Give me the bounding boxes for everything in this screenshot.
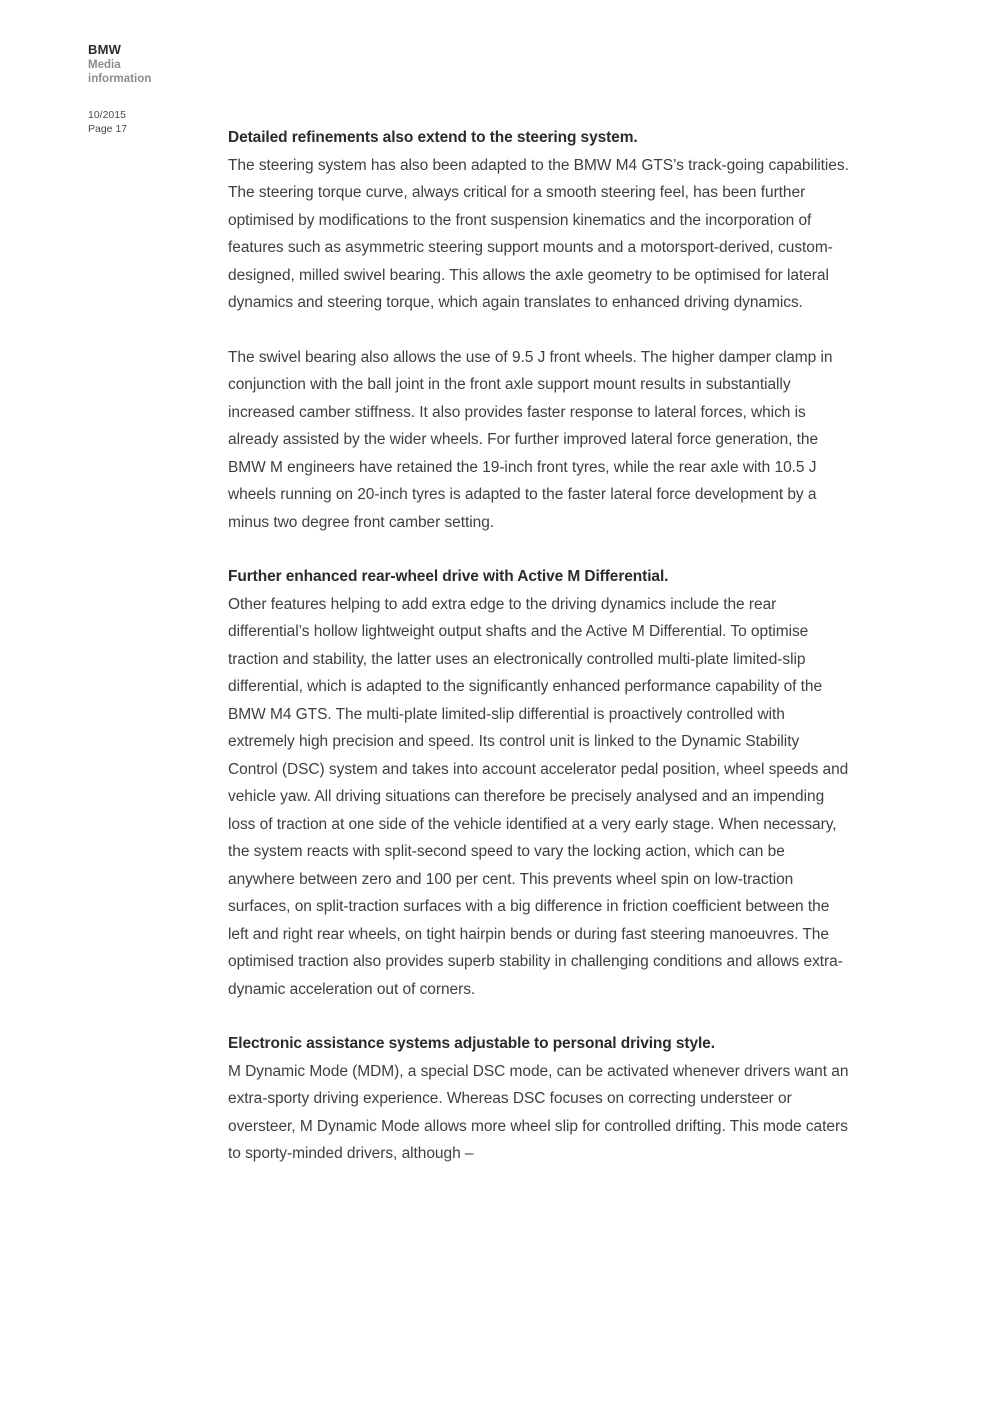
page-info: [88, 108, 127, 136]
media-information-label: [88, 58, 218, 86]
section-heading: Electronic assistance systems adjustable to personal driving style.: [228, 1035, 715, 1052]
brand-name: BMW: [88, 42, 122, 57]
section-paragraph: Other features helping to add extra edge to the driving dynamics include the rear differential’s hollow lightweight output shafts and the Active M Differential. To optimise traction and stability, the latter uses an electronically controlled multi-plate limited-slip differential, which is adapted to the significantly enhanced performance capability of the BMW M4 GTS. The multi-plate limited-slip differential is proactively controlled with extremely high precision and speed. Its control unit is linked to the Dynamic Stability Control (DSC) system and takes into account accelerator pedal position, wheel speeds and vehicle yaw. All driving situations can therefore be precisely analysed and an impending loss of traction at one side of the vehicle identified at a very early stage. When necessary, the system reacts with split-second speed to vary the locking action, which can be anywhere between zero and 100 per cent. This prevents wheel spin on low-traction surfaces, on split-traction surfaces with a big difference in friction coefficient between the left and right rear wheels, on tight hairpin bends or during fast steering manoeuvres. The optimised traction also provides superb stability in challenging conditions and allows extra-dynamic acceleration out of corners.: [228, 595, 849, 998]
section-paragraph: The swivel bearing also allows the use of 9.5 J front wheels. The higher damper clamp in conjunction with the ball joint in the front axle support mount results in substantially increased camber stiffness. It also provides faster response to lateral forces, which is already assisted by the wider wheels. For further improved lateral force generation, the BMW M engineers have retained the 19-inch front tyres, while the rear axle with 10.5 J wheels running on 20-inch tyres is adapted to the faster lateral force development by a minus two degree front camber setting.: [228, 348, 833, 531]
section-active-m-differential: [228, 563, 852, 1003]
document-body: [228, 124, 852, 1168]
section-paragraph: The steering system has also been adapted to the BMW M4 GTS’s track-going capabilities. The steering torque curve, always critical for a smooth steering feel, has been further optimised by modifications to the front suspension kinematics and the incorporation of features such as asymmetric steering support mounts and a motorsport-derived, custom-designed, milled swivel bearing. This allows the axle geometry to be optimised for lateral dynamics and steering torque, which again translates to enhanced driving dynamics.: [228, 156, 849, 311]
section-paragraph: M Dynamic Mode (MDM), a special DSC mode, can be activated whenever drivers want an extra-sporty driving experience. Whereas DSC focuses on correcting understeer or oversteer, M Dynamic Mode allows more wheel slip for controlled drifting. This mode caters to sporty-minded drivers, although –: [228, 1062, 849, 1162]
section-heading: Further enhanced rear-wheel drive with Active M Differential.: [228, 568, 669, 585]
section-steering: [228, 124, 852, 317]
document-date: 10/2015: [88, 109, 126, 121]
section-heading: Detailed refinements also extend to the steering system.: [228, 129, 638, 146]
media-information-line2: information: [88, 73, 152, 85]
section-electronic-assistance: [228, 1030, 852, 1168]
media-information-line1: Media: [88, 59, 121, 71]
masthead: [88, 42, 218, 86]
page-number: Page 17: [88, 123, 128, 135]
section-swivel-bearing: [228, 344, 852, 537]
